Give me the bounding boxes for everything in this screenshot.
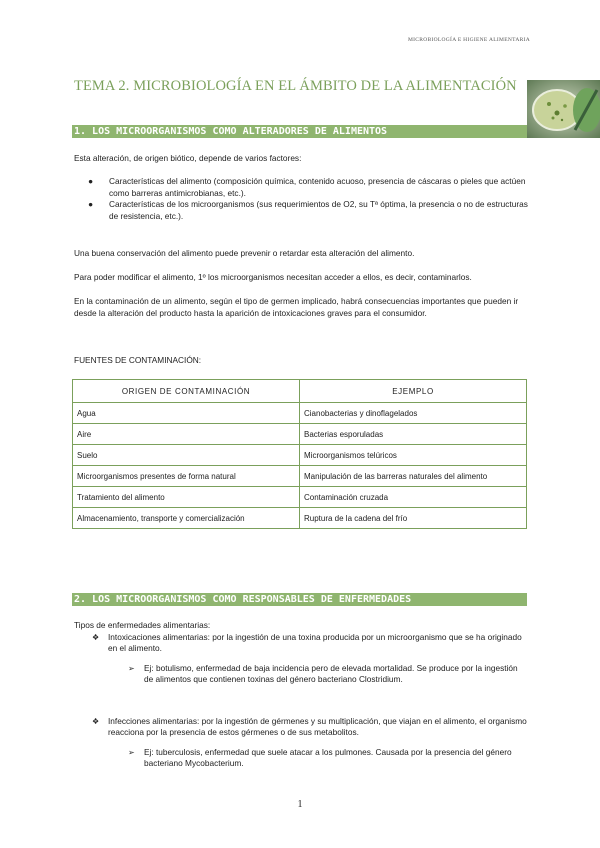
list-item: ● Características de los microorganismos (sus requerimientos de O2, su Tª óptima, la presencia o no de estructuras de resistencia, etc.). — [88, 199, 528, 221]
table-cell: Suelo — [73, 445, 300, 466]
diamond-bullet-icon: ❖ — [92, 716, 100, 726]
list-item: ● Características del alimento (composición química, contenido acuoso, presencia de cáscaras o pieles que actúen como barreras antimicrobianas, etc.). — [88, 176, 526, 198]
section-1-intro: Esta alteración, de origen biótico, depende de varios factores: — [74, 153, 302, 163]
bullet-icon: ● — [88, 176, 94, 186]
factors-list — [88, 176, 528, 222]
column-header: EJEMPLO — [300, 380, 527, 403]
section-1-heading: 1. LOS MICROORGANISMOS COMO ALTERADORES DE ALIMENTOS — [72, 125, 527, 138]
page-title: TEMA 2. MICROBIOLOGÍA EN EL ÁMBITO DE LA ALIMENTACIÓN — [74, 78, 517, 94]
arrow-bullet-icon: ➢ — [128, 663, 135, 673]
table-cell: Tratamiento del alimento — [73, 487, 300, 508]
table-cell: Microorganismos telúricos — [300, 445, 527, 466]
table-header-row — [73, 380, 527, 403]
table-row — [73, 466, 527, 487]
arrow-bullet-icon: ➢ — [128, 747, 135, 757]
paragraph: Para poder modificar el alimento, 1º los microorganismos necesitan acceder a ellos, es decir, contaminarlos. — [74, 272, 472, 282]
table-row — [73, 424, 527, 445]
sources-label: FUENTES DE CONTAMINACIÓN: — [74, 355, 202, 365]
list-subitem: ➢ Ej: botulismo, enfermedad de baja incidencia pero de elevada mortalidad. Se produce por la ingestión de alimentos que contienen toxinas del género bacteriano Clostridium. — [128, 662, 518, 684]
running-header: MICROBIOLOGÍA E HIGIENE ALIMENTARIA — [407, 37, 530, 43]
list-item: ❖ Infecciones alimentarias: por la ingestión de gérmenes y su multiplicación, que viajan en el alimento, el organismo reacciona por la presencia de estos gérmenes o de sus metabolitos. — [92, 715, 527, 737]
petri-dish-image — [527, 80, 600, 138]
list-subitem: ➢ Ej: tuberculosis, enfermedad que suele atacar a los pulmones. Causada por la presencia del género bacteriano Mycobacterium. — [128, 746, 512, 768]
diamond-bullet-icon: ❖ — [92, 632, 100, 642]
table-cell: Microorganismos presentes de forma natural — [73, 466, 300, 487]
table-cell: Contaminación cruzada — [300, 487, 527, 508]
bullet-icon: ● — [88, 199, 94, 209]
contamination-table — [72, 379, 527, 529]
paragraph: Una buena conservación del alimento puede prevenir o retardar esta alteración del alimento. — [74, 248, 415, 258]
paragraph: En la contaminación de un alimento, según el tipo de germen implicado, habrá consecuencias importantes que pueden ir desde la alteración del producto hasta la aparición de intoxicaciones graves para el consumidor. — [74, 296, 519, 318]
page-number: 1 — [297, 799, 303, 810]
list-item: ❖ Intoxicaciones alimentarias: por la ingestión de una toxina producida por un microorganismo que se ha originado en el alimento. — [92, 631, 522, 653]
table-cell: Bacterias esporuladas — [300, 424, 527, 445]
table-cell: Aire — [73, 424, 300, 445]
disease-types — [74, 620, 529, 770]
table-cell: Cianobacterias y dinoflagelados — [300, 403, 527, 424]
table-cell: Agua — [73, 403, 300, 424]
table-row — [73, 445, 527, 466]
table-cell: Ruptura de la cadena del frío — [300, 508, 527, 529]
table-row — [73, 508, 527, 529]
table-cell: Almacenamiento, transporte y comercialización — [73, 508, 300, 529]
table-row — [73, 487, 527, 508]
table-row — [73, 403, 527, 424]
table-cell: Manipulación de las barreras naturales del alimento — [300, 466, 527, 487]
section-2-heading: 2. LOS MICROORGANISMOS COMO RESPONSABLES DE ENFERMEDADES — [72, 593, 527, 606]
types-label: Tipos de enfermedades alimentarias: — [74, 620, 211, 630]
column-header: ORIGEN DE CONTAMINACIÓN — [73, 380, 300, 403]
